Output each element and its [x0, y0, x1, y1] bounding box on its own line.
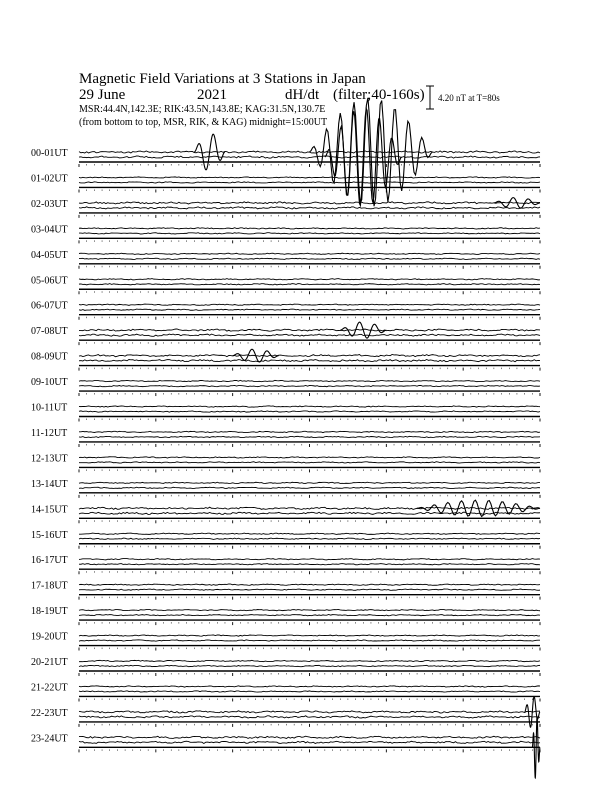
- quantity-label: dH/dt: [285, 87, 320, 103]
- hour-row-label: 18-19UT: [31, 606, 68, 618]
- hour-row: [31, 606, 540, 625]
- hour-row: [31, 428, 540, 447]
- hour-row: [31, 403, 540, 422]
- minute-ticks: [79, 419, 540, 422]
- trace-kag: [79, 609, 540, 610]
- date-label: 29 June: [79, 87, 126, 103]
- minute-ticks: [79, 597, 540, 600]
- hour-row-label: 12-13UT: [31, 453, 68, 465]
- minute-ticks: [79, 368, 540, 371]
- hour-row-label: 11-12UT: [31, 427, 68, 439]
- trace-kag: [79, 304, 540, 305]
- hour-row-label: 23-24UT: [31, 733, 68, 745]
- trace-kag: [79, 380, 540, 381]
- hour-row: [31, 377, 540, 396]
- trace-rik: [79, 233, 540, 234]
- trace-rik: [79, 564, 540, 565]
- stations-subtitle: MSR:44.4N,142.3E; RIK:43.5N,143.8E; KAG:31.5N,130.7E: [79, 104, 326, 115]
- trace-kag: [79, 736, 540, 738]
- hour-row-label: 17-18UT: [31, 580, 68, 592]
- trace-kag: [79, 507, 540, 509]
- scale-bar: [426, 86, 434, 109]
- hour-row: [31, 657, 540, 676]
- minute-ticks: [79, 393, 540, 396]
- trace-rik: [79, 309, 540, 310]
- minute-ticks: [79, 317, 540, 320]
- minute-ticks: [79, 571, 540, 574]
- hour-row-label: 03-04UT: [31, 224, 68, 236]
- hour-row: [31, 326, 540, 345]
- trace-rik: [79, 411, 540, 412]
- minute-ticks: [79, 215, 540, 218]
- minute-ticks: [79, 749, 540, 752]
- trace-rik: [79, 258, 540, 259]
- hour-row-label: 00-01UT: [31, 148, 68, 159]
- trace-kag: [79, 431, 540, 432]
- hour-row-label: 02-03UT: [31, 198, 68, 210]
- chart-title: Magnetic Field Variations at 3 Stations in Japan: [79, 71, 366, 87]
- trace-rik: [79, 436, 540, 437]
- trace-rik: [79, 614, 540, 615]
- trace-kag: [79, 406, 540, 407]
- trace-rik: [79, 334, 540, 336]
- filter-label: (filter;40-160s): [333, 87, 425, 103]
- trace-rik: [79, 538, 540, 539]
- hour-row-label: 10-11UT: [31, 402, 68, 414]
- hour-row: [31, 453, 540, 472]
- minute-ticks: [79, 164, 540, 167]
- trace-kag: [79, 660, 540, 661]
- hour-row: [31, 301, 540, 320]
- trace-kag: [79, 584, 540, 585]
- hour-row-label: 04-05UT: [31, 249, 68, 261]
- hour-row: [31, 530, 540, 549]
- hour-row: [31, 250, 540, 269]
- hour-row-label: 20-21UT: [31, 657, 68, 668]
- hour-row-label: 05-06UT: [31, 275, 68, 287]
- hour-row: [31, 581, 540, 600]
- hour-row: [31, 224, 540, 243]
- trace-rik: [79, 640, 540, 641]
- trace-rik: [79, 385, 540, 386]
- trace-rik: [79, 691, 540, 692]
- trace-rik: [79, 487, 540, 488]
- minute-ticks: [79, 698, 540, 701]
- hour-row: [31, 632, 540, 651]
- trace-rik: [79, 462, 540, 463]
- trace-rik: [79, 156, 540, 158]
- minute-ticks: [79, 342, 540, 345]
- minute-ticks: [79, 444, 540, 447]
- trace-kag: [79, 329, 540, 331]
- minute-ticks: [79, 622, 540, 625]
- hour-row-label: 16-17UT: [31, 555, 68, 567]
- hour-row-label: 09-10UT: [31, 377, 68, 389]
- trace-rik: [79, 716, 540, 718]
- hour-row-label: 15-16UT: [31, 529, 68, 541]
- trace-kag: [79, 228, 540, 229]
- order-subtitle: (from bottom to top, MSR, RIK, & KAG) midnight=15:00UT: [79, 117, 328, 128]
- hour-row-label: 13-14UT: [31, 478, 68, 490]
- trace-rik: [79, 665, 540, 666]
- minute-ticks: [79, 648, 540, 651]
- minute-ticks: [79, 724, 540, 727]
- trace-rik: [79, 589, 540, 590]
- minute-ticks: [79, 291, 540, 294]
- hour-row: [31, 173, 540, 192]
- trace-rik: [79, 182, 540, 183]
- minute-ticks: [79, 240, 540, 243]
- hour-row-label: 21-22UT: [31, 682, 68, 694]
- hour-row: [31, 682, 540, 701]
- hour-row: [31, 733, 540, 752]
- hour-row: [31, 708, 540, 727]
- hour-row-label: 19-20UT: [31, 631, 68, 643]
- trace-rik: [79, 284, 540, 285]
- trace-kag: [79, 253, 540, 254]
- trace-rik: [79, 359, 540, 361]
- minute-ticks: [79, 673, 540, 676]
- trace-kag: [79, 202, 540, 204]
- trace-kag: [79, 482, 540, 483]
- trace-kag: [79, 559, 540, 560]
- hour-row: [31, 352, 540, 371]
- trace-kag: [79, 533, 540, 534]
- trace-kag: [79, 711, 540, 713]
- minute-ticks: [79, 546, 540, 549]
- hour-row: [31, 504, 540, 523]
- hour-row: [31, 479, 540, 498]
- hour-row: [31, 199, 540, 218]
- hour-row-label: 06-07UT: [31, 300, 68, 312]
- hour-row: [31, 555, 540, 574]
- hour-row-label: 07-08UT: [31, 326, 68, 338]
- trace-rik: [79, 207, 540, 209]
- trace-rik: [79, 741, 540, 743]
- hour-row-label: 22-23UT: [31, 707, 68, 719]
- minute-ticks: [79, 189, 540, 192]
- hour-row-label: 08-09UT: [31, 351, 68, 363]
- minute-ticks: [79, 266, 540, 269]
- year-label: 2021: [197, 87, 227, 103]
- trace-kag: [79, 279, 540, 280]
- trace-kag: [79, 686, 540, 687]
- trace-kag: [79, 635, 540, 636]
- scale-bar-label: 4.20 nT at T=80s: [438, 93, 500, 103]
- minute-ticks: [79, 520, 540, 523]
- hour-row: [31, 148, 540, 167]
- hour-row: [31, 275, 540, 294]
- trace-kag: [79, 457, 540, 458]
- minute-ticks: [79, 495, 540, 498]
- hour-row-label: 14-15UT: [31, 504, 68, 516]
- trace-kag: [79, 177, 540, 178]
- hour-row-label: 01-02UT: [31, 173, 68, 185]
- minute-ticks: [79, 469, 540, 472]
- trace-kag: [79, 354, 540, 356]
